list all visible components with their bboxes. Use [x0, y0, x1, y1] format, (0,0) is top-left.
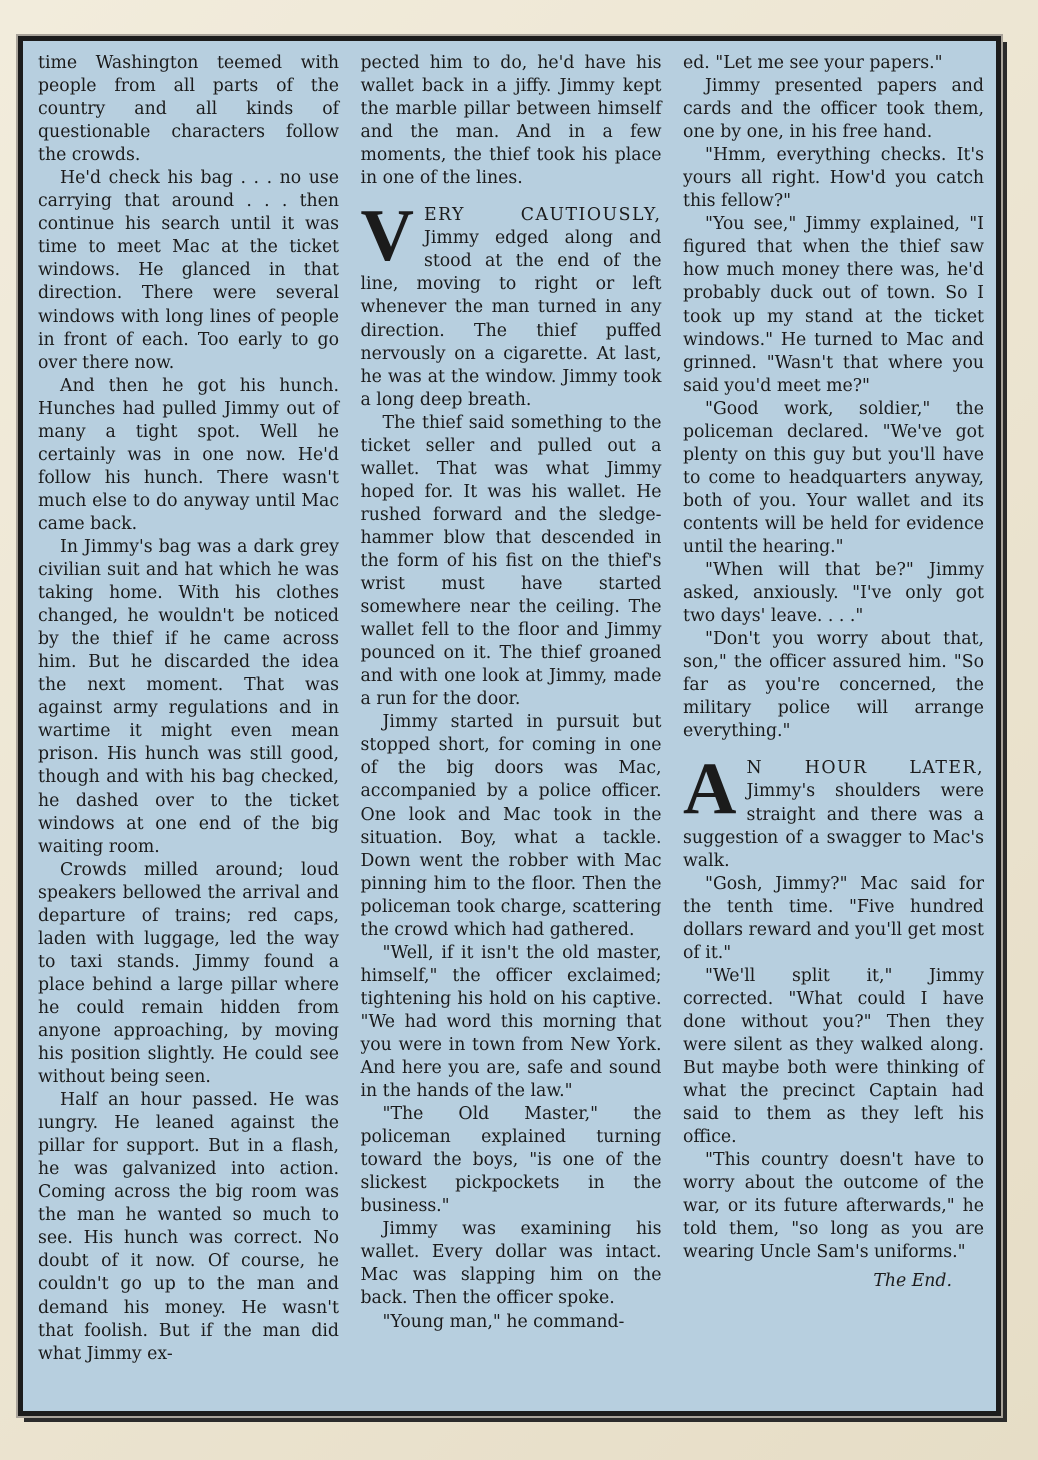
paragraph: "The Old Master," the policeman explained turning toward the boys, "is one of the slickest pickpockets in the business." [360, 1104, 662, 1217]
section-text: Jimmy's shoulders were straight and there was a suggestion of a swagger to Mac's walk. [683, 781, 984, 871]
lead-in: ERY CAUTIOUSLY, [423, 205, 662, 226]
paragraph: He'd check his bag . . . no use carrying that around . . . then continue his search until it was time to meet Mac at the ticket windows. He glanced in that direction. There were several windows with long lines of people in front of each. Too early to go over there now. [38, 168, 339, 373]
paragraph: "This country doesn't have to worry about the outcome of the war, or its future afterwards," he told them, "so long as you are wearing Uncle Sam's uniforms." [683, 1150, 984, 1263]
drop-cap: A [683, 748, 737, 831]
paragraph: Jimmy was examining his wallet. Every dollar was intact. Mac was slapping him on the back. Then the officer spoke. [360, 1219, 662, 1309]
paragraph: "Well, if it isn't the old master, himself," the officer exclaimed; tightening his hold on his captive. "We had word this morning that you were in town from New York. And here you are, safe and sound in the hands of the law." [360, 942, 662, 1102]
paragraph: ed. "Let me see your papers." [683, 53, 943, 73]
lead-in: N HOUR LATER, [746, 758, 984, 779]
paragraph: "Hmm, everything checks. It's yours all right. How'd you catch this fellow?" [683, 145, 984, 212]
paragraph: Crowds milled around; loud speakers bellowed the arrival and departure of trains; red caps, laden with luggage, led the way to taxi stands. Jimmy found a place behind a large pillar where he could remain hidden from anyone approaching, by moving his position slightly. He could see without being seen. [38, 859, 339, 1088]
column-2 [361, 52, 662, 1400]
paragraph: pected him to do, he'd have his wallet back in a jiffy. Jimmy kept the marble pillar between himself and the man. And in a few moments, the thief took his place in one of the lines. [360, 53, 662, 189]
paragraph: "Gosh, Jimmy?" Mac said for the tenth time. "Five hundred dollars reward and you'll get most of it." [683, 873, 984, 963]
paragraph: "Young man," he command- [382, 1311, 625, 1332]
paragraph: Jimmy started in pursuit but stopped short, for coming in one of the big doors was Mac, accompanied by a police officer. One look and Mac took in the situation. Boy, what a tackle. Down went the robber with Mac pinning him to the floor. Then the policeman took charge, scattering the crowd which had gathered. [360, 712, 662, 940]
section-text: Jimmy edged along and stood at the end of the line, moving to right or left whenever the man turned in any direction. The thief puffed nervously on a cigarette. At last, he was at the window. Jimmy took a long deep breath. [360, 228, 662, 410]
paragraph: In Jimmy's bag was a dark grey civilian suit and hat which he was taking home. With his clothes changed, he wouldn't be noticed by the thief if he came across him. But he discarded the idea the next moment. That was against army regulations and in wartime it might even mean prison. His hunch was still good, though and with his bag checked, he dashed over to the ticket windows at one end of the big waiting room. [38, 536, 339, 857]
column-1 [38, 52, 339, 1400]
paragraph: "You see," Jimmy explained, "I figured that when the thief saw how much money there was, he'd probably duck out of town. So I took up my stand at the ticket windows." He turned to Mac and grinned. "Wasn't that where you said you'd meet me?" [683, 214, 984, 396]
paragraph: "Good work, soldier," the policeman declared. "We've got plenty on this guy but you'll have to come to headquarters anyway, both of you. Your wallet and its contents will be held for evidence until the hearing." [683, 398, 984, 557]
story-text [38, 52, 984, 1400]
paragraph: "Don't you worry about that, son," the officer assured him. "So far as you're concerned, the military police will arrange everything." [683, 629, 984, 742]
paragraph: Half an hour passed. He was ıungry. He leaned against the pillar for support. But in a flash, he was galvanized into action. Coming across the big room was the man he wanted so much to see. His hunch was correct. No doubt of it now. Of course, he couldn't go up to the man and demand his money. He wasn't that foolish. But if the man did what Jimmy ex- [38, 1090, 339, 1364]
section-break [683, 748, 984, 872]
paragraph: And then he got his hunch. Hunches had pulled Jimmy out of many a tight spot. Well he certainly was in one now. He'd follow his hunch. There wasn't much else to do anyway until Mac came back. [38, 375, 339, 534]
paragraph: time Washington teemed with people from all parts of the country and all kinds of questionable characters follow the crowds. [38, 53, 339, 166]
column-3 [683, 52, 984, 1400]
paragraph: "When will that be?" Jimmy asked, anxiously. "I've only got two days' leave. . . ." [683, 560, 984, 627]
paragraph: "We'll split it," Jimmy corrected. "What could I have done without you?" Then they were silent as they walked along. But maybe both were thinking of what the precinct Captain had said to them as they left his office. [683, 965, 984, 1148]
paragraph: Jimmy presented papers and cards and the officer took them, one by one, in his free hand. [683, 76, 984, 143]
drop-cap: V [360, 195, 414, 278]
section-break [360, 195, 662, 411]
the-end: The End. [873, 1271, 952, 1292]
paragraph: The thief said something to the ticket seller and pulled out a wallet. That was what Jimmy hoped for. It was his wallet. He rushed forward and the sledge-hammer blow that descended in the form of his fist on the thief's wrist must have started somewhere near the ceiling. The wallet fell to the floor and Jimmy pounced on it. The thief groaned and with one look at Jimmy, made a run for the door. [360, 412, 662, 710]
